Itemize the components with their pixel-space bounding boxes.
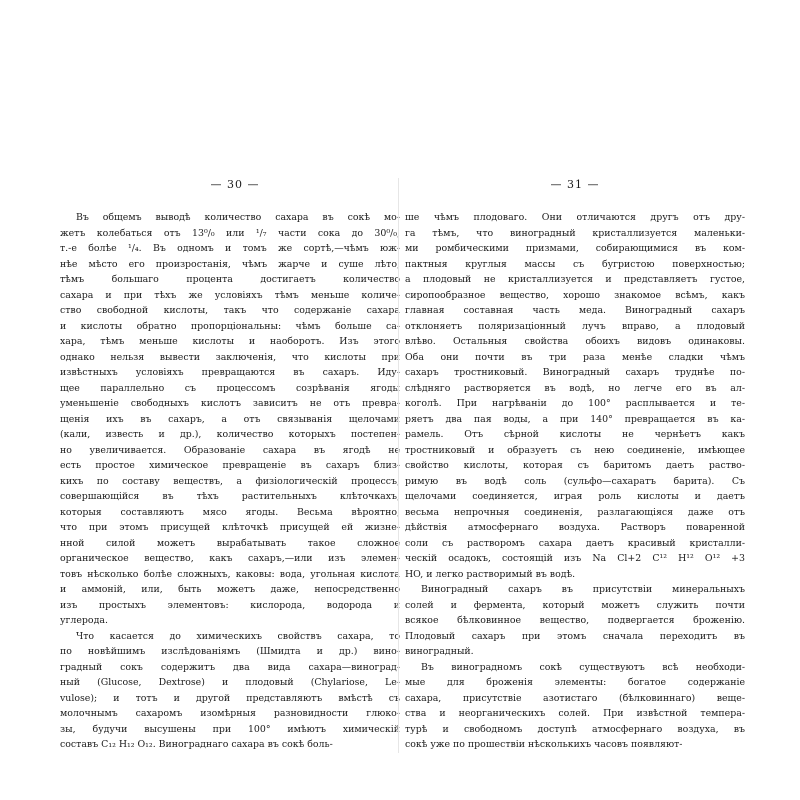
text-line: римую въ водѣ соль (сульфо—сахаратъ барита). Съ: [405, 475, 745, 487]
text-line: а плодовый не кристаллизуется и представляетъ густое,: [405, 274, 745, 285]
text-line: которыя составляютъ мясо ягоды. Весьма вѣроятно,: [60, 506, 400, 518]
text-line: хара, тѣмъ меньше кислоты и наоборотъ. Изъ этого: [60, 336, 400, 347]
text-line: щенія ихъ въ сахаръ, а отъ связыванія щелочами: [60, 413, 400, 425]
page-body: [60, 210, 400, 753]
page-number: — 31 —: [550, 178, 600, 191]
text-line: совершающійся въ тѣхъ растительныхъ клѣточкахъ,: [60, 491, 400, 502]
text-line: Въ общемъ выводѣ количество сахара въ сокѣ мо-: [76, 212, 400, 223]
text-line: Что касается до химическихъ свойствъ сахара, то: [76, 630, 400, 642]
text-line: щелочами соединяется, играя роль кислоты и даетъ: [405, 491, 745, 502]
text-line: и кислоты обратно пропорціональны: чѣмъ больше са-: [60, 320, 400, 332]
text-line: и аммоній, или, быть можетъ даже, непосредственно: [60, 584, 400, 595]
text-line: сахара, присутствіе азотистаго (бѣлковиннаго) веще-: [405, 692, 745, 704]
text-line: сокѣ уже по прошествіи нѣсколькихъ часовъ появляют-: [405, 739, 683, 750]
text-line: весьма непрочныя соединенія, разлагающіяся даже отъ: [405, 506, 745, 518]
text-line: пактныя круглыя массы съ бугристою поверхностью;: [405, 258, 745, 270]
text-line: есть простое химическое превращеніе въ сахаръ близ-: [60, 460, 400, 471]
text-line: рамель. Отъ сѣрной кислоты не чернѣетъ какъ: [405, 429, 745, 440]
text-line: сахара и при тѣхъ же условіяхъ тѣмъ меньше количе-: [60, 289, 400, 301]
right-page: [398, 178, 745, 753]
text-line: мые для броженія элементы: богатое содержаніе: [405, 677, 745, 688]
text-line: ше чѣмъ плодоваго. Они отличаются другъ отъ дру-: [405, 212, 745, 223]
text-line: углерода.: [60, 615, 108, 626]
text-line: главная составная часть меда. Виноградный сахаръ: [405, 305, 745, 316]
text-line: уменьшеніе свободныхъ кислотъ зависитъ не отъ превра-: [60, 398, 400, 409]
text-line: влѣво. Остальныя свойства обоихъ видовъ одинаковы.: [405, 336, 745, 347]
text-line: (кали, известь и др.), количество которыхъ постепен-: [60, 429, 400, 440]
text-line: ческій осадокъ, состоящій изъ Na Cl+2 C¹² H¹² O¹² +3: [405, 553, 745, 564]
left-page: [60, 178, 400, 753]
text-line: ми ромбическими призмами, собирающимися въ ком-: [405, 243, 745, 254]
text-line: тѣмъ большаго процента достигаетъ количество: [60, 274, 400, 285]
text-line: слѣдняго растворяется въ водѣ, но легче его въ ал-: [405, 382, 745, 394]
text-line: извѣстныхъ условіяхъ превращаются въ сахаръ. Иду-: [60, 367, 400, 378]
text-line: виноградный.: [405, 646, 474, 657]
text-line: составъ C₁₂ H₁₂ O₁₂. Винограднаго сахара въ сокѣ боль-: [60, 739, 333, 750]
text-line: сиропообразное вещество, хорошо знакомое всѣмъ, какъ: [405, 289, 745, 301]
text-line: Плодовый сахаръ при этомъ сначала переходитъ въ: [405, 630, 745, 642]
text-line: однако нельзя вывести заключенія, что кислоты при: [60, 351, 400, 363]
text-line: органическое вещество, какъ сахаръ,—или изъ элемен-: [60, 553, 400, 564]
text-line: щее параллельно съ процессомъ созрѣванія ягоды: [60, 382, 400, 394]
text-line: vulose); и тотъ и другой представляютъ вмѣстѣ съ: [60, 692, 400, 704]
text-line: нѣе мѣсто его произростанія, чѣмъ жарче и суше лѣто,: [60, 258, 400, 270]
text-line: градный сокъ содержитъ два вида сахара—виноград-: [60, 661, 400, 673]
text-line: нной силой можетъ вырабатывать такое сложное: [60, 537, 400, 549]
text-line: Оба они почти въ три раза менѣе сладки чѣмъ: [405, 351, 745, 363]
text-line: кихъ по составу веществъ, а физіологическій процессъ,: [60, 475, 400, 487]
text-line: турѣ и свободномъ доступѣ атмосфернаго воздуха, въ: [405, 723, 745, 735]
page-number: — 30 —: [210, 178, 260, 191]
text-line: ный (Glucose, Dextrose) и плодовый (Chylariose, Le-: [60, 677, 400, 688]
text-line: ряетъ два пая воды, а при 140° превращается въ ка-: [405, 413, 745, 425]
text-line: молочнымъ сахаромъ изомѣрныя разновидности глюко-: [60, 708, 400, 719]
text-line: Виноградный сахаръ въ присутствіи минеральныхъ: [421, 584, 745, 595]
text-line: коголѣ. При нагрѣваніи до 100° расплывается и те-: [405, 398, 745, 409]
text-line: зы, будучи высушены при 100° имѣютъ химическій: [60, 723, 400, 735]
text-line: ство свободной кислоты, такъ что содержаніе сахара: [60, 305, 400, 316]
text-line: га тѣмъ, что виноградный кристаллизуется маленьки-: [405, 227, 745, 239]
text-line: HO, и легко растворимый въ водѣ.: [405, 568, 576, 580]
text-line: соли съ растворомъ сахара даетъ красивый кристалли-: [405, 537, 745, 549]
text-line: изъ простыхъ элементовъ: кислорода, водорода и: [60, 599, 400, 611]
text-line: тростниковый и образуетъ съ нею соединеніе, имѣющее: [405, 444, 745, 456]
text-line: ства и неорганическихъ солей. При извѣстной темпера-: [405, 708, 745, 719]
text-line: жетъ колебаться отъ 13⁰/₀ или ¹/₇ части сока до 30⁰/₀,: [60, 227, 400, 239]
page-body: [405, 210, 745, 753]
text-line: свойство кислоты, которая съ баритомъ даетъ раство-: [405, 460, 745, 471]
text-line: по новѣйшимъ изслѣдованіямъ (Шмидта и др.) вино-: [60, 646, 400, 657]
text-line: Въ виноградномъ сокѣ существуютъ всѣ необходи-: [421, 661, 745, 673]
text-line: солей и фермента, который можетъ служить почти: [405, 599, 745, 611]
text-line: дѣйствія атмосфернаго воздуха. Растворъ поваренной: [405, 522, 745, 533]
text-line: товъ нѣсколько болѣе сложныхъ, каковы: вода, угольная кислота: [60, 568, 400, 580]
text-line: сахаръ тростниковый. Виноградный сахаръ труднѣе по-: [405, 367, 745, 378]
text-line: что при этомъ присущей клѣточкѣ присущей ей жизне-: [60, 522, 400, 533]
text-line: всякое бѣлковинное вещество, подвергается броженію.: [405, 615, 745, 626]
text-line: отклоняетъ поляризаціонный лучъ вправо, а плодовый: [405, 320, 745, 332]
text-line: но увеличивается. Образованіе сахара въ ягодѣ не: [60, 444, 400, 456]
text-line: т.-е болѣе ¹/₄. Въ одномъ и томъ же сортѣ,—чѣмъ юж-: [60, 243, 400, 254]
